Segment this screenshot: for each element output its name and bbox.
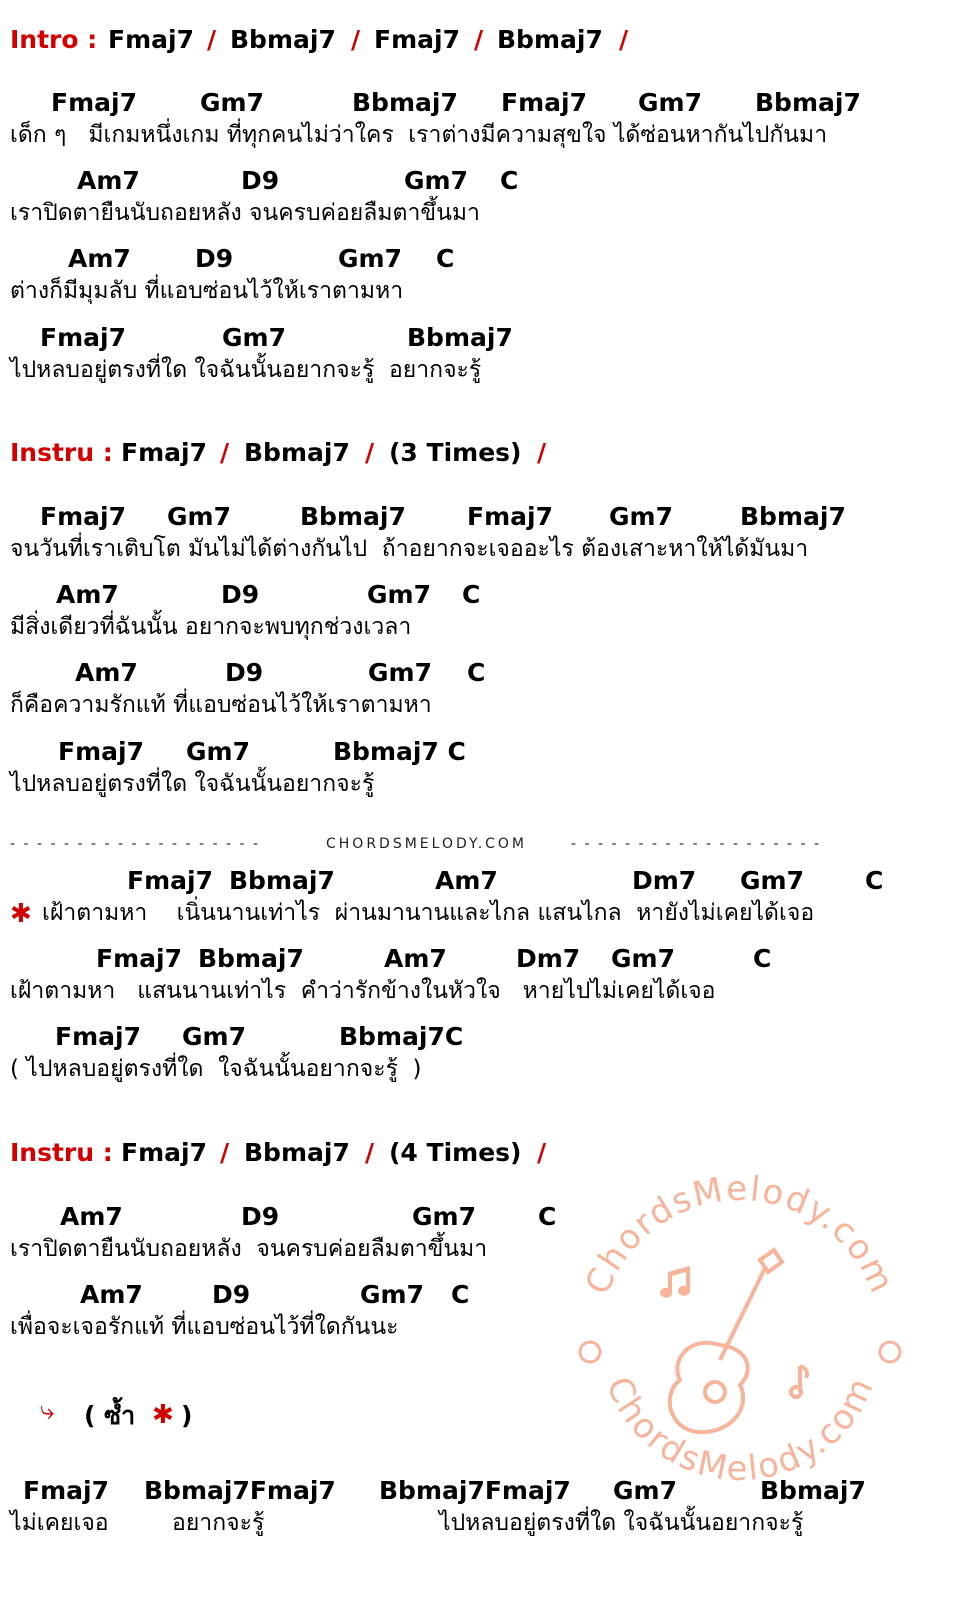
chord: Gm7: [638, 88, 702, 117]
chord: C: [500, 166, 519, 195]
chordsmelody-watermark: [570, 1170, 910, 1510]
chord: D9: [241, 166, 280, 195]
repeat-star-icon: ✱: [152, 1400, 174, 1430]
chord: Fmaj7: [40, 502, 126, 531]
times-label: (4 Times): [389, 1138, 522, 1167]
chord: Am7: [80, 1280, 143, 1309]
slash: /: [220, 1138, 230, 1167]
chord: D9: [241, 1202, 280, 1231]
times-label: (3 Times): [389, 438, 522, 467]
chord: Fmaj7: [121, 1138, 207, 1167]
chord: Am7: [60, 1202, 123, 1231]
chord: Fmaj7: [127, 866, 213, 895]
chord: C: [865, 866, 884, 895]
lyric-line: เพื่อจะเจอรักแท้ ที่แอบซ่อนไว้ที่ใดกันนะ: [10, 1314, 399, 1340]
chord: Fmaj7: [51, 88, 137, 117]
lyric-line: เด็ก ๆ มีเกมหนึ่งเกม ที่ทุกคนไม่ว่าใคร เราต่างมีความสุขใจ ได้ซ่อนหากันไปกันมา: [10, 122, 828, 148]
chord: Gm7: [611, 944, 675, 973]
music-note-icon: [791, 1366, 807, 1397]
chord: C: [462, 580, 481, 609]
repeat-arrow-icon: ⤷: [40, 1396, 55, 1426]
chord: Bbmaj7 C: [333, 737, 466, 766]
chord: Am7: [77, 166, 140, 195]
chord: D9: [221, 580, 260, 609]
chord: Fmaj7: [55, 1022, 141, 1051]
instru-label: Instru :: [10, 1138, 113, 1167]
slash: /: [537, 438, 547, 467]
chord: C: [467, 658, 486, 687]
chord: Bbmaj7: [755, 88, 861, 117]
chord: Bbmaj7: [198, 944, 304, 973]
chord: Fmaj7: [467, 502, 553, 531]
chord: Bbmaj7: [352, 88, 458, 117]
chord: D9: [212, 1280, 251, 1309]
intro-chord-1: Fmaj7: [108, 25, 194, 54]
chord: Gm7: [167, 502, 231, 531]
repeat-label: ( ซ้ำ: [84, 1401, 136, 1430]
chord: Am7: [56, 580, 119, 609]
chord: Gm7: [609, 502, 673, 531]
lyric-line: เราปิดตายืนนับถอยหลัง จนครบค่อยลืมตาขึ้นมา: [10, 200, 480, 226]
chord: Fmaj7: [58, 737, 144, 766]
lyric-line: ไม่เคยเจอ: [10, 1510, 109, 1536]
slash: /: [537, 1138, 547, 1167]
chord: Fmaj7: [40, 323, 126, 352]
lyric-line: เฝ้าตามหา แสนนานเท่าไร คำว่ารักข้างในหัวใจ หายไปไม่เคยได้เจอ: [10, 978, 716, 1004]
chord: D9: [225, 658, 264, 687]
chord: C: [451, 1280, 470, 1309]
watermark-text-top: ChordsMelody.com: [577, 1170, 903, 1301]
chord: C: [436, 244, 455, 273]
slash: /: [474, 25, 484, 54]
intro-chord-3: Fmaj7: [374, 25, 460, 54]
chord: Dm7: [516, 944, 581, 973]
chord: Am7: [75, 658, 138, 687]
chord: Bbmaj7Fmaj7: [379, 1476, 571, 1505]
intro-chord-4: Bbmaj7: [497, 25, 603, 54]
intro-chord-2: Bbmaj7: [230, 25, 336, 54]
intro-label: Intro :: [10, 25, 98, 54]
chord: Gm7: [182, 1022, 246, 1051]
chord: Gm7: [200, 88, 264, 117]
chord: Bbmaj7: [300, 502, 406, 531]
chord: Dm7: [632, 866, 697, 895]
chord: Gm7: [222, 323, 286, 352]
repeat-close: ): [181, 1401, 193, 1430]
lyric-line: อยากจะรู้: [172, 1510, 265, 1536]
slash: /: [365, 438, 375, 467]
slash: /: [351, 25, 361, 54]
instru-label: Instru :: [10, 438, 113, 467]
chord: Bbmaj7: [244, 438, 350, 467]
chord: Gm7: [367, 580, 431, 609]
chord: Bbmaj7: [229, 866, 335, 895]
chord: Gm7: [360, 1280, 424, 1309]
slash: /: [207, 25, 217, 54]
chord: Bbmaj7: [760, 1476, 866, 1505]
chord: Am7: [68, 244, 131, 273]
lyric-line: เฝ้าตามหา เนิ่นนานเท่าไร ผ่านมานานและไกล แสนไกล หายังไม่เคยได้เจอ: [42, 900, 815, 926]
lyric-line: ไปหลบอยู่ตรงที่ใด ใจฉันนั้นอยากจะรู้: [10, 771, 375, 797]
lyric-line: ต่างก็มีมุมลับ ที่แอบซ่อนไว้ให้เราตามหา: [10, 278, 404, 304]
chord: C: [538, 1202, 557, 1231]
lyric-line: ไปหลบอยู่ตรงที่ใด ใจฉันนั้นอยากจะรู้ อยากจะรู้: [10, 357, 482, 383]
site-name: CHORDSMELODY.COM: [326, 836, 528, 852]
lyric-line: มีสิ่งเดียวที่ฉันนั้น อยากจะพบทุกช่วงเวลา: [10, 614, 412, 640]
chord: Gm7: [613, 1476, 677, 1505]
chord: Gm7: [368, 658, 432, 687]
chord: Am7: [435, 866, 498, 895]
chord: Gm7: [338, 244, 402, 273]
chord: Fmaj7: [23, 1476, 109, 1505]
separator-right: - - - - - - - - - - - - - - - - - - -: [571, 836, 822, 852]
slash: /: [220, 438, 230, 467]
chord: C: [753, 944, 772, 973]
chord: Bbmaj7: [244, 1138, 350, 1167]
chord: Fmaj7: [501, 88, 587, 117]
chord: Gm7: [404, 166, 468, 195]
slash: /: [365, 1138, 375, 1167]
slash: /: [619, 25, 629, 54]
lyric-line: จนวันที่เราเติบโต มันไม่ได้ต่างกันไป ถ้าอยากจะเจออะไร ต้องเสาะหาให้ได้มันมา: [10, 536, 809, 562]
chord: Fmaj7: [96, 944, 182, 973]
lyric-line: เราปิดตายืนนับถอยหลัง จนครบค่อยลืมตาขึ้นมา: [10, 1236, 488, 1262]
separator-left: - - - - - - - - - - - - - - - - - - -: [10, 836, 261, 852]
chord: Bbmaj7: [740, 502, 846, 531]
chord: Gm7: [186, 737, 250, 766]
bullet-icon: [580, 1342, 600, 1362]
chord: Am7: [384, 944, 447, 973]
chord: Bbmaj7: [407, 323, 513, 352]
chorus-star-icon: ✱: [10, 899, 32, 929]
chord: D9: [195, 244, 234, 273]
bullet-icon: [880, 1342, 900, 1362]
chord: Gm7: [740, 866, 804, 895]
chord: Gm7: [412, 1202, 476, 1231]
lyric-line: ไปหลบอยู่ตรงที่ใด ใจฉันนั้นอยากจะรู้: [439, 1510, 804, 1536]
music-note-icon: [660, 1266, 690, 1298]
watermark-text-bottom: ChordsMelody.com: [598, 1370, 883, 1490]
chord: Bbmaj7Fmaj7: [144, 1476, 336, 1505]
chord: Bbmaj7C: [339, 1022, 464, 1051]
lyric-line: ก็คือความรักแท้ ที่แอบซ่อนไว้ให้เราตามหา: [10, 692, 432, 718]
chord: Fmaj7: [121, 438, 207, 467]
lyric-line: ( ไปหลบอยู่ตรงที่ใด ใจฉันนั้นอยากจะรู้ ): [10, 1056, 422, 1082]
